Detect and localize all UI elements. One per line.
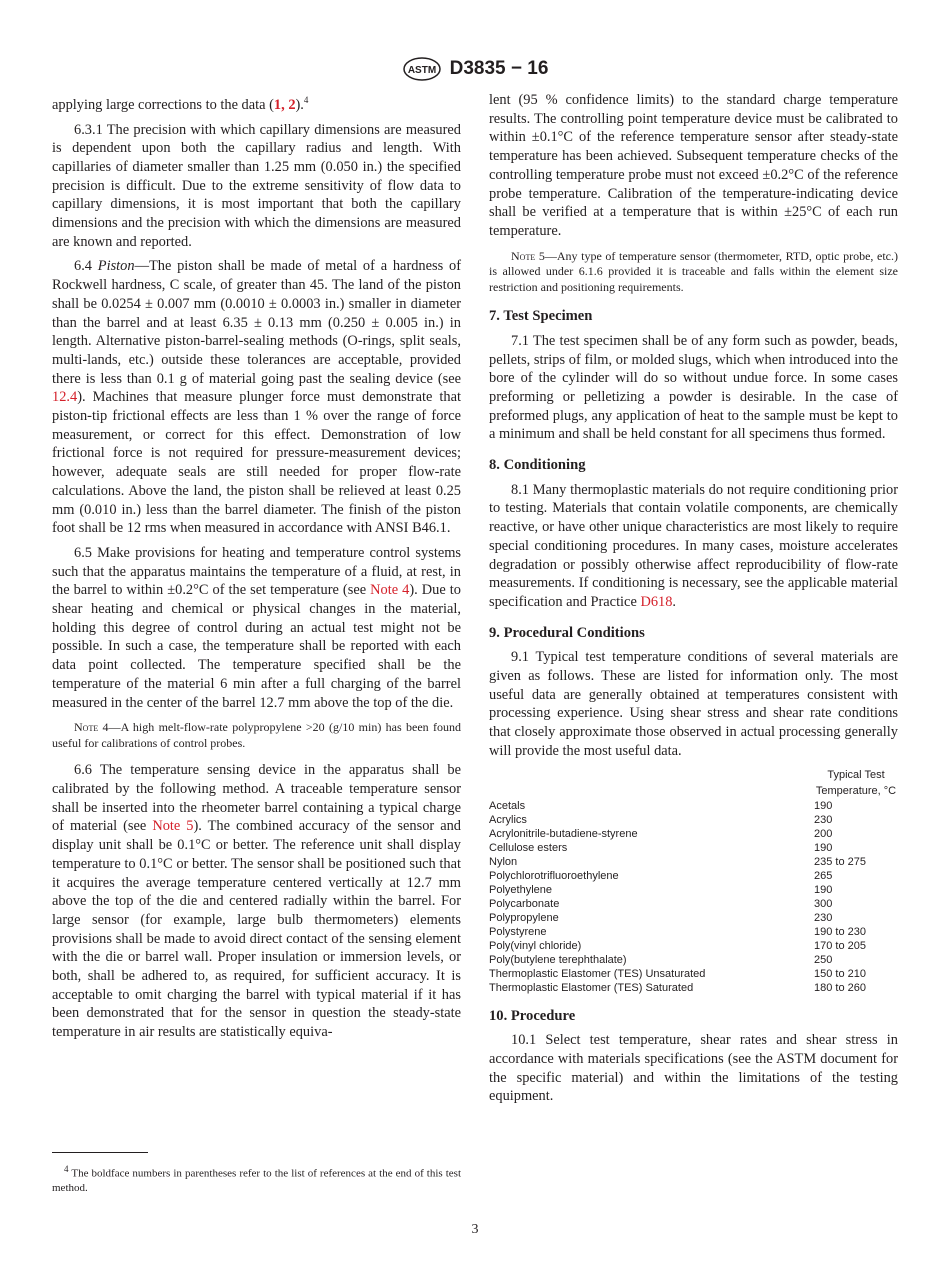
test-temperature: 235 to 275 [814, 855, 866, 868]
paragraph-6-3-1: 6.3.1 The precision with which capillary dimensions are measured is dependent upon both the capillary radius and length. With capillaries of diameter smaller than 1.25 mm (0.050 in.) the specified precision is difficult. Due to the extreme sensitivity of flow data to capillary dimensions, it is most important that both the capillary dimensions and the precision with which the dimensions are measured are known and reported. [52, 121, 461, 250]
text: 6.5 Make provisions for heating and temperature control systems such that the apparatus maintains the temperature of a fluid, at rest, in the barrel to within ±0.2°C of the set temperature (see [52, 544, 461, 599]
test-temperature: 300 [814, 897, 833, 910]
test-temperature: 230 [814, 813, 833, 826]
reference-link[interactable]: 1, 2 [273, 96, 296, 113]
table-row [489, 855, 898, 869]
text: —Any type of temperature sensor (thermometer, RTD, optic probe, etc.) is allowed under 6.1.6 provided it is traceable and falls within the element size restriction and positioning requirements. [489, 248, 898, 294]
section-heading: 7. Test Specimen [489, 308, 593, 325]
section-heading: 10. Procedure [489, 1007, 576, 1024]
table-row [489, 883, 898, 897]
left-column [52, 91, 461, 1048]
material-name: Thermoplastic Elastomer (TES) Unsaturated [489, 967, 706, 980]
paragraph-6-4 [52, 257, 461, 538]
test-temperature: 190 [814, 883, 833, 896]
material-name: Cellulose esters [489, 841, 568, 854]
footnote-rule [52, 1152, 148, 1153]
test-temperature: 265 [814, 869, 833, 882]
test-temperature: 180 to 260 [814, 981, 866, 994]
section-heading: 9. Procedural Conditions [489, 624, 645, 641]
note-label: Note 5 [511, 248, 545, 263]
footnote-text: The boldface numbers in parentheses refer to the list of references at the end of this test method. [52, 1167, 461, 1194]
note-link[interactable]: Note 5 [152, 818, 194, 835]
note-5 [489, 249, 898, 296]
standard-link[interactable]: D618 [640, 593, 673, 610]
table-row [489, 925, 898, 939]
material-name: Polycarbonate [489, 897, 560, 910]
note-label: Note 4 [74, 720, 109, 735]
table-row [489, 981, 898, 995]
test-temperature: 170 to 205 [814, 939, 866, 952]
material-name: Polychlorotrifluoroethylene [489, 869, 619, 882]
svg-text:ASTM: ASTM [407, 65, 436, 76]
table-row [489, 897, 898, 911]
text: 6.4 [74, 258, 98, 275]
section-heading: 8. Conditioning [489, 457, 586, 474]
material-name: Polyethylene [489, 883, 552, 896]
page-number: 3 [471, 1222, 479, 1237]
text: applying large corrections to the data ( [52, 96, 274, 113]
material-name: Acetals [489, 799, 526, 812]
material-name: Thermoplastic Elastomer (TES) Saturated [489, 981, 694, 994]
material-name: Nylon [489, 855, 518, 868]
table-row [489, 869, 898, 883]
column-header: Typical Test [827, 768, 885, 781]
test-temperature: 190 [814, 799, 833, 812]
text: ). Due to shear heating and chemical or physical changes in the material, holding this degree of control during an actual test might not be possible. In such a case, the temperature shall be reported with each data point collected. The temperature specified shall be the temperature of the material 6 min after a full charging of the barrel measured in the center of the barrel 12.7 mm above the top of the die. [52, 582, 461, 711]
material-name: Acrylics [489, 813, 527, 826]
paragraph-7-1: 7.1 The test specimen shall be of any form such as powder, beads, pellets, strips of film, or molded slugs, which when introduced into the bore of the cylinder will do so without undue force. In some cases preforming or pelletizing a powder is desirable. In the case of preformed plugs, any application of heat to the sample must be kept to a minimum and shall be held constant for all specimens thus formed. [489, 332, 898, 443]
table-row [489, 827, 898, 841]
table-row [489, 967, 898, 981]
table-row [489, 911, 898, 925]
page-header [0, 56, 950, 82]
material-name: Acrylonitrile-butadiene-styrene [489, 827, 638, 840]
material-name: Poly(butylene terephthalate) [489, 953, 627, 966]
paragraph-6-6 [52, 761, 461, 1042]
material-name: Poly(vinyl chloride) [489, 939, 582, 952]
footnote-ref[interactable]: 4 [303, 95, 309, 105]
text: 6.6 The temperature sensing device in the apparatus shall be calibrated by the following method. A traceable temperature sensor shall be inserted into the rheometer barrel containing a typical charge of material (see [52, 762, 461, 835]
paragraph-10-1: 10.1 Select test temperature, shear rates and shear stress in accordance with materials specifications (see the ASTM document for the specific material) and within the limitations of the testing equipment. [489, 1032, 898, 1105]
footnote-number: 4 [64, 1164, 69, 1174]
astm-logo-icon [402, 56, 442, 82]
paragraph-6-5 [52, 544, 461, 712]
table-row [489, 841, 898, 855]
table-row [489, 799, 898, 813]
table-row [489, 939, 898, 953]
footnote [52, 1162, 461, 1195]
test-temperature: 150 to 210 [814, 967, 866, 980]
note-link[interactable]: Note 4 [370, 582, 410, 599]
section-link[interactable]: 12.4 [52, 389, 78, 406]
text: —The piston shall be made of metal of a hardness of Rockwell hardness, C scale, of greater than 45. The land of the piston shall be 0.0254 ± 0.007 mm (0.0010 ± 0.0003 in.) smaller in diameter than the barrel and at least 6.35 ± 0.13 mm (0.250 ± 0.005 in.) in length. Alternative piston-barrel-sealing methods (O-rings, split seals, multi-lands, etc.) outside these tolerances are acceptable, provided there is less than 0.1 g of material going past the sealing device (see [52, 258, 461, 387]
table-row [489, 813, 898, 827]
text: ). [295, 96, 304, 113]
paragraph-8-1 [489, 481, 898, 612]
document-designation: D3835 − 16 [449, 58, 549, 79]
test-temperature: 190 to 230 [814, 925, 866, 938]
column-header: Temperature, °C [815, 784, 897, 797]
test-temperature: 230 [814, 911, 833, 924]
material-name: Polypropylene [489, 911, 559, 924]
test-temperature: 190 [814, 841, 833, 854]
material-name: Polystyrene [489, 925, 547, 938]
right-column [489, 91, 898, 1112]
text: —A high melt-flow-rate polypropylene >20 (g/10 min) has been found useful for calibrations of control probes. [52, 720, 462, 750]
temperature-table [489, 767, 898, 995]
test-temperature: 250 [814, 953, 833, 966]
text: ). Machines that measure plunger force must demonstrate that piston-tip frictional effects are less than 1 % over the range of force measurement, or correct for this effect. Demonstration of low frictional force is not required for pressure-measurement devices; however, adequate seals are still needed for proper flow-rate calculations. Above the land, the piston shall be relieved at least 0.25 mm (0.010 in.) less than the barrel diameter. The finish of the piston foot shall be 12 rms when measured in accordance with ANSI B46.1. [52, 389, 461, 537]
test-temperature: 200 [814, 827, 833, 840]
section-title: Piston [97, 258, 135, 275]
paragraph-6-3-end [52, 91, 461, 115]
table-row [489, 953, 898, 967]
text: . [672, 593, 677, 610]
paragraph-6-6-cont: lent (95 % confidence limits) to the standard charge temperature results. The controlling point temperature device must be calibrated to within ±0.1°C of the reference temperature sensor after steady-state temperature has been achieved. Subsequent temperature checks of the controlling temperature probe must not exceed ±0.2°C of the reference probe temperature. Calibration of the temperature-indicating device shall be verified at a temperature that is within ±25°C of each run temperature. [489, 92, 898, 239]
text: ). The combined accuracy of the sensor and display unit shall be 0.1°C or better. The reference unit shall display temperature to 0.1°C or better. The sensor shall be positioned such that it acquires the average temperature centered vertically at 12.7 mm above the top of the die and centered radially within the barrel. For large sensor (for example, large bulb thermometers) elements provisions shall be made to avoid direct contact of the sensing element with the die or barrel wall. Proper insulation or immersion levels, or both, shall be adhered to, as required, for sufficient accuracy. It is acceptable to omit charging the barrel with typical material if it has been demonstrated that for the sensor in question the steady-state temperature in air results are statistically equiva- [52, 818, 461, 1041]
note-4 [52, 720, 461, 751]
text: 8.1 Many thermoplastic materials do not require conditioning prior to testing. Materials that contain volatile components, are chemically reactive, or have other unique characteristics are most likely to require special conditioning procedures. In many cases, moisture accelerates degradation or possibly otherwise affect reproducibility of flow-rate measurements. If conditioning is necessary, see the applicable material specification and Practice [489, 481, 898, 610]
paragraph-9-1: 9.1 Typical test temperature conditions of several materials are given as follows. These are listed for information only. The most useful data are generally obtained at temperatures consistent with processing experience. Using shear stress and shear rate conditions that closely approximate those observed in actual processing generally will provide the most useful data. [489, 649, 898, 759]
